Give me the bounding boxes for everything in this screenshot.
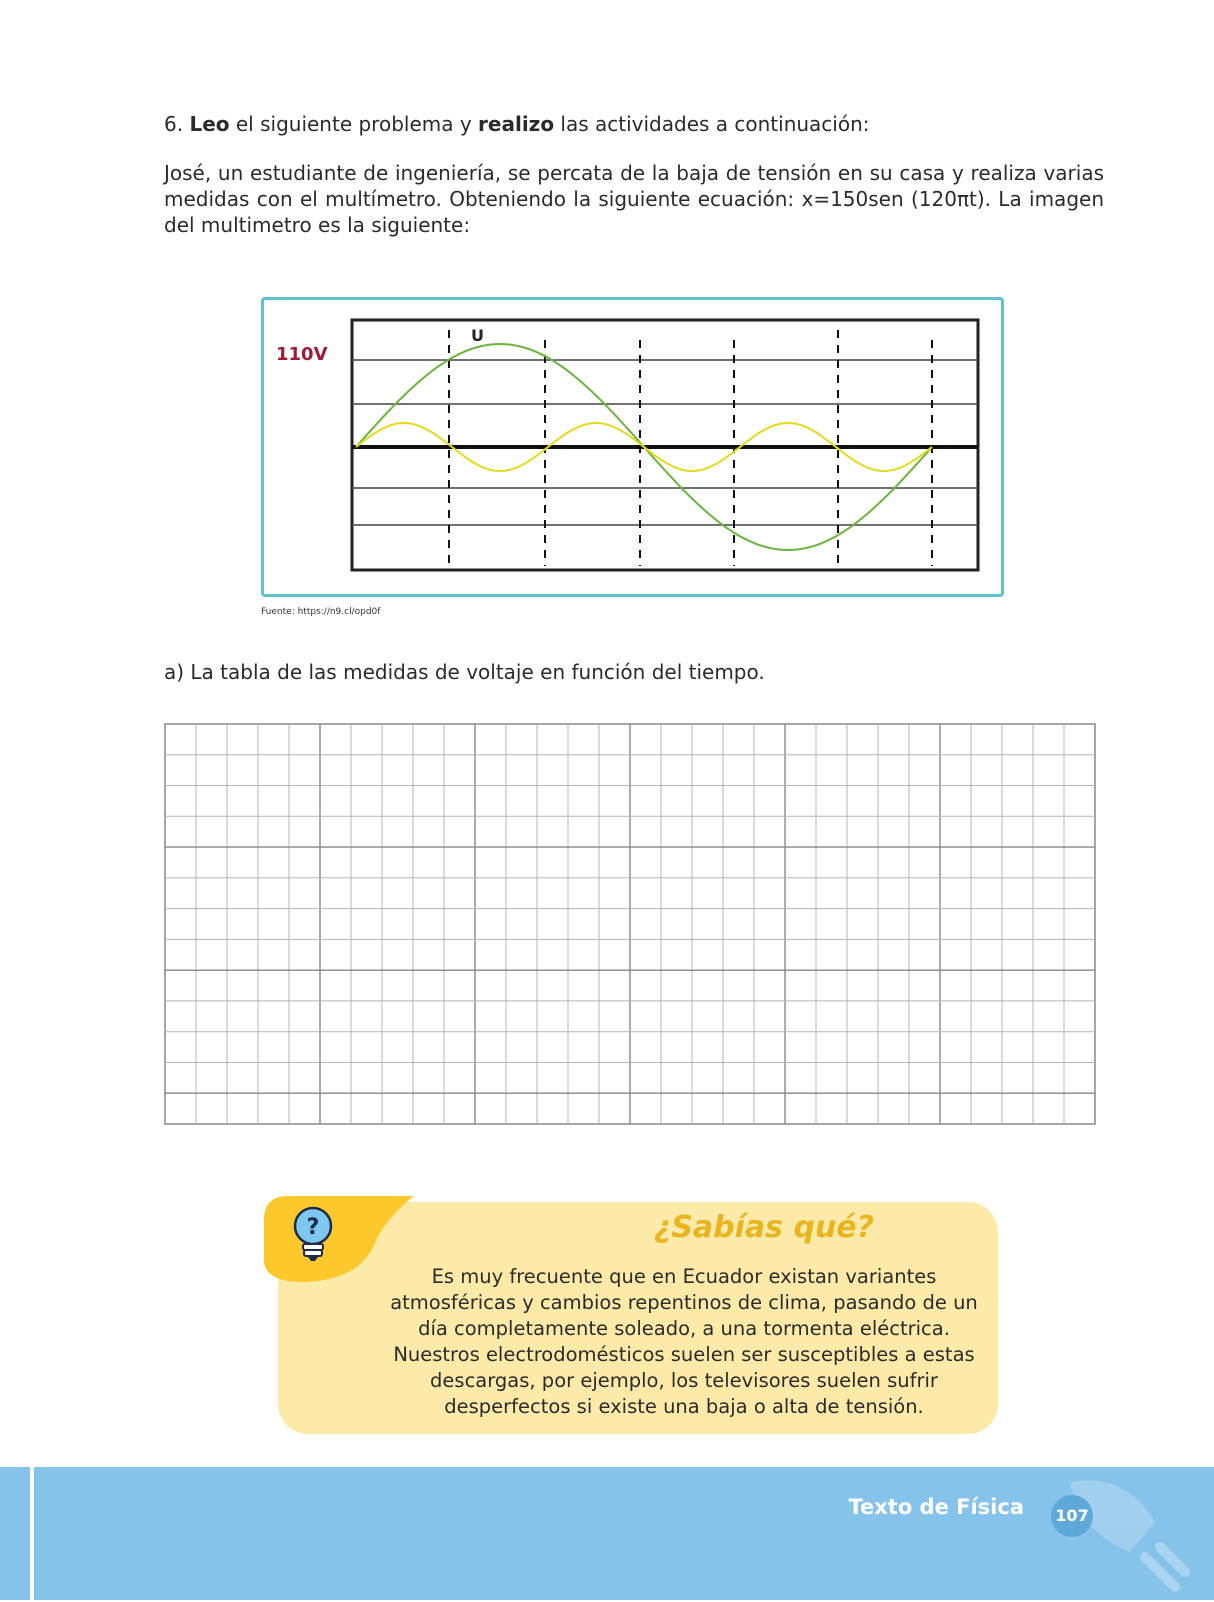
lightbulb-question-icon	[286, 1202, 340, 1266]
did-you-know-callout	[264, 1190, 1004, 1440]
question-body: José, un estudiante de ingeniería, se percata de la baja de tensión en su casa y realiza varias medidas con el multímetro. Obteniendo la siguiente ecuación: x=150sen (120πt). La imagen del multimetro es la siguiente:	[164, 161, 1104, 237]
question-verb-realizo: realizo	[478, 112, 555, 136]
oscilloscope-screen	[264, 300, 1001, 594]
question-title	[164, 110, 1104, 138]
callout-title: ¿Sabías qué?	[653, 1210, 875, 1245]
answer-grid[interactable]	[164, 723, 1098, 1127]
footer-title: Texto de Física	[848, 1495, 1024, 1519]
question-number: 6.	[164, 112, 184, 136]
question-text-1: el siguiente problema y	[235, 112, 472, 136]
figure-source: Fuente: https://n9.cl/opd0f	[261, 607, 381, 617]
voltage-label: 110V	[276, 344, 328, 365]
question-text-2: las actividades a continuación:	[560, 112, 870, 136]
marker-u-label: U	[471, 326, 484, 345]
callout-text: Es muy frecuente que en Ecuador existan variantes atmosféricas y cambios repentinos de clima, pasando de un día completamente soleado, a una tormenta eléctrica. Nuestros electrodomésticos suelen ser susceptibles a estas descargas, por ejemplo, los televisores suelen sufrir desperfectos si existe una baja o alta de tensión.	[390, 1265, 978, 1418]
footer-strip	[30, 1467, 34, 1600]
page-footer	[0, 1467, 1214, 1600]
question-verb-leo: Leo	[189, 112, 230, 136]
page-number: 107	[1051, 1495, 1093, 1537]
sub-question-a: a) La tabla de las medidas de voltaje en función del tiempo.	[164, 660, 765, 684]
svg-text:?: ?	[306, 1215, 320, 1240]
oscilloscope-figure	[261, 297, 1004, 597]
